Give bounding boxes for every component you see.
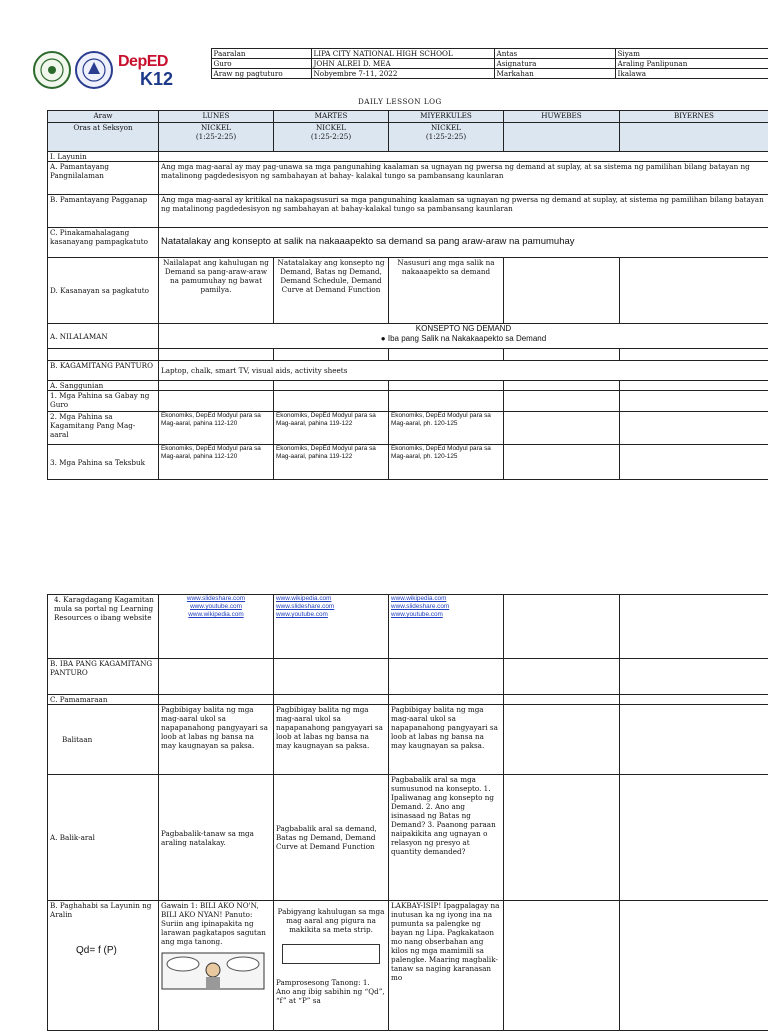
oras-header: Oras at Seksyon	[48, 123, 159, 152]
teksbuk-label: 3. Mga Pahina sa Teksbuk	[48, 445, 159, 480]
pahina-lunes: Ekonomiks, DepEd Modyul para sa Mag-aaral, pahina 112-120	[159, 412, 274, 445]
kasanayan-miyerkules: Nasusuri ang mga salik na nakaaapekto sa demand	[389, 258, 504, 324]
label-guro: Guro	[211, 59, 311, 69]
day-miyerkules: MIYERKULES	[389, 111, 504, 123]
araw-header: Araw	[48, 111, 159, 123]
label-antas: Antas	[494, 49, 615, 59]
teksbuk-lunes: Ekonomiks, DepEd Modyul para sa Mag-aaral, pahina 112-120	[159, 445, 274, 480]
value-asignatura: Araling Panlipunan	[615, 59, 768, 69]
section-miyerkules	[389, 123, 504, 152]
paghahabi-label: B. Paghahabi sa Layunin ng Aralin	[50, 901, 156, 919]
teksbuk-martes: Ekonomiks, DepEd Modyul para sa Mag-aaral, pahina 119-122	[274, 445, 389, 480]
section-lunes	[159, 123, 274, 152]
link-slideshare[interactable]: www.slideshare.com	[391, 603, 501, 611]
section-name: NICKEL	[161, 123, 271, 132]
pamprosesong-tanong-text: Pamprosesong Tanong: 1. Ano ang ibig sabihin ng “Qd”, “f” at “P” sa	[276, 978, 386, 1005]
value-araw-ng-pagtuturo: Nobyembre 7-11, 2022	[311, 69, 494, 79]
links-martes	[274, 595, 389, 659]
balik-aral-martes: Pagbabalik aral sa demand, Batas ng Demand, Demand Curve at Demand Function	[274, 775, 389, 901]
link-youtube[interactable]: www.youtube.com	[161, 603, 271, 611]
section-biyernes	[620, 123, 768, 152]
gawain-1-text: Gawain 1: BILI AKO NO'N, BILI AKO NYAN! Panuto: Suriin ang ipinapakita ng larawan pagkatapos sagutan ang mga tanong.	[161, 901, 271, 946]
value-paaralan: LIPA CITY NATIONAL HIGH SCHOOL	[311, 49, 494, 59]
pigura-text: Pabigyang kahulugan sa mga mag aaral ang pigura na makikita sa meta strip.	[276, 907, 386, 934]
link-youtube[interactable]: www.youtube.com	[276, 611, 386, 619]
link-wikipedia[interactable]: www.wikipedia.com	[391, 595, 501, 603]
pinakamahalagang-kasanayan-text: Natatalakay ang konsepto at salik na nakaaapekto sa demand sa pang araw-araw na pamumuhay	[159, 228, 768, 258]
pahina-miyerkules: Ekonomiks, DepEd Modyul para sa Mag-aaral, ph. 120-125	[389, 412, 504, 445]
kagamitang-panturo-label: B. KAGAMITANG PANTURO	[48, 361, 159, 381]
balitaan-label: Balitaan	[48, 705, 159, 775]
value-markahan: Ikalawa	[615, 69, 768, 79]
link-slideshare[interactable]: www.slideshare.com	[276, 603, 386, 611]
balitaan-miyerkules: Pagbibigay balita ng mga mag-aaral ukol sa napapanahong pangyayari sa loob at labas ng bansa na may kaugnayan sa paksa.	[389, 705, 504, 775]
links-miyerkules	[389, 595, 504, 659]
paghahabi-lunes	[159, 901, 274, 1031]
demand-function-formula: Qd= f (P)	[76, 945, 156, 958]
nilalaman-content	[159, 324, 768, 349]
nilalaman-topic: KONSEPTO NG DEMAND	[161, 324, 766, 334]
balik-aral-miyerkules: Pagbabalik aral sa mga sumusunod na konsepto. 1. Ipaliwanag ang konsepto ng Demand. 2. Ano ang isinasaad ng Batas ng Demand? 3. Paanong paraan naipakikita ang ugnayan o relasyon ng presyo at quantity demanded?	[389, 775, 504, 901]
value-guro: JOHN ALREI D. MEA	[311, 59, 494, 69]
school-info-table	[13, 48, 768, 79]
cartoon-illustration-icon	[161, 952, 265, 990]
day-martes: MARTES	[274, 111, 389, 123]
gabay-ng-guro-label: 1. Mga Pahina sa Gabay ng Guro	[48, 391, 159, 412]
label-markahan: Markahan	[494, 69, 615, 79]
lesson-log-table-part1	[47, 110, 768, 480]
day-biyernes: BIYERNES	[620, 111, 768, 123]
kagamitang-panturo-text: Laptop, chalk, smart TV, visual aids, activity sheets	[159, 361, 768, 381]
day-huwebes: HUWEBES	[504, 111, 620, 123]
nilalaman-subtopic: ● Iba pang Salik na Nakakaapekto sa Demand	[161, 334, 766, 344]
deped-logo-text: DepED	[118, 53, 168, 71]
link-wikipedia[interactable]: www.wikipedia.com	[161, 611, 271, 619]
balik-aral-lunes: Pagbabalik-tanaw sa mga araling natalakay.	[159, 775, 274, 901]
balitaan-martes: Pagbibigay balita ng mga mag-aaral ukol sa napapanahong pangyayari sa loob at labas ng bansa na may kaugnayan sa paksa.	[274, 705, 389, 775]
meta-strip-box	[282, 944, 380, 964]
paghahabi-miyerkules: LAKBAY-ISIP! Ipagpalagay na inutusan ka ng iyong ina na pumunta sa palengke ng bayan ng Lipa. Pagkakataon mo nang obserbahan ang kilos ng mga mamimili sa palengke. Maaring magbalik-tanaw sa naging karanasan mo	[389, 901, 504, 1031]
value-antas: Siyam	[615, 49, 768, 59]
layunin-label: I. Layunin	[48, 152, 159, 162]
pahina-martes: Ekonomiks, DepEd Modyul para sa Mag-aaral, pahina 119-122	[274, 412, 389, 445]
section-martes	[274, 123, 389, 152]
pamantayang-pagganap-text: Ang mga mag-aaral ay kritikal na nakapagsusuri sa mga pangunahing kaalaman sa ugnayan ng pwersa ng demand at suplay, at sistema ng pamilihan bilang batayan ng matalinong pagdedesisyon ng sambahayan at bahay-kalakal tungo sa pambansang kaunlaran	[159, 195, 768, 228]
lesson-log-table-part2	[47, 594, 768, 1031]
document-title: DAILY LESSON LOG	[358, 97, 442, 106]
sanggunian-label: A. Sanggunian	[48, 381, 159, 391]
teksbuk-miyerkules: Ekonomiks, DepEd Modyul para sa Mag-aaral, ph. 120-125	[389, 445, 504, 480]
label-asignatura: Asignatura	[494, 59, 615, 69]
pamantayang-pagganap-label: B. Pamantayang Pagganap	[48, 195, 159, 228]
paghahabi-martes	[274, 901, 389, 1031]
section-name: NICKEL	[391, 123, 501, 132]
label-araw-ng-pagtuturo: Araw ng pagtuturo	[211, 69, 311, 79]
links-lunes	[159, 595, 274, 659]
k12-logo-text: K12	[140, 69, 173, 90]
section-time: (1:25-2:25)	[391, 132, 501, 141]
section-time: (1:25-2:25)	[276, 132, 386, 141]
link-youtube[interactable]: www.youtube.com	[391, 611, 501, 619]
label-paaralan: Paaralan	[211, 49, 311, 59]
section-time: (1:25-2:25)	[161, 132, 271, 141]
pamantayang-pangnilalaman-label: A. Pamantayang Pangnilalaman	[48, 162, 159, 195]
karagdagang-kagamitan-label: 4. Karagdagang Kagamitan mula sa portal ng Learning Resources o ibang website	[48, 595, 159, 659]
pamantayang-pangnilalaman-text: Ang mga mag-aaral ay may pag-unawa sa mga pangunahing kaalaman sa ugnayan ng pwersa ng demand at suplay, at sa sistema ng pamilihan bilang batayan ng matalinong pagdedesisyon ng sambahayan at bahay- kalakal tungo sa pambansang kaunlaran	[159, 162, 768, 195]
balitaan-lunes: Pagbibigay balita ng mga mag-aaral ukol sa napapanahong pangyayari sa loob at labas ng bansa na may kaugnayan sa paksa.	[159, 705, 274, 775]
kasanayan-sa-pagkatuto-label: D. Kasanayan sa pagkatuto	[48, 258, 159, 324]
pamamaraan-label: C. Pamamaraan	[48, 695, 159, 705]
link-slideshare[interactable]: www.slideshare.com	[161, 595, 271, 603]
day-lunes: LUNES	[159, 111, 274, 123]
section-huwebes	[504, 123, 620, 152]
section-name: NICKEL	[276, 123, 386, 132]
nilalaman-label: A. NILALAMAN	[48, 324, 159, 349]
kasanayan-lunes: Nailalapat ang kahulugan ng Demand sa pang-araw-araw na pamumuhay ng bawat pamilya.	[159, 258, 274, 324]
iba-pang-kagamitan-label: B. IBA PANG KAGAMITANG PANTURO	[48, 659, 159, 695]
paghahabi-label-cell	[48, 901, 159, 1031]
balik-aral-label: A. Balik-aral	[48, 775, 159, 901]
bullet-icon: ●	[381, 334, 388, 343]
kasanayan-martes: Natatalakay ang konsepto ng Demand, Batas ng Demand, Demand Schedule, Demand Curve at Demand Function	[274, 258, 389, 324]
link-wikipedia[interactable]: www.wikipedia.com	[276, 595, 386, 603]
pinakamahalagang-kasanayan-label: C. Pinakamahalagang kasanayang pampagkatuto	[48, 228, 159, 258]
kagamitang-pang-mag-aaral-label: 2. Mga Pahina sa Kagamitang Pang Mag- aaral	[48, 412, 159, 445]
